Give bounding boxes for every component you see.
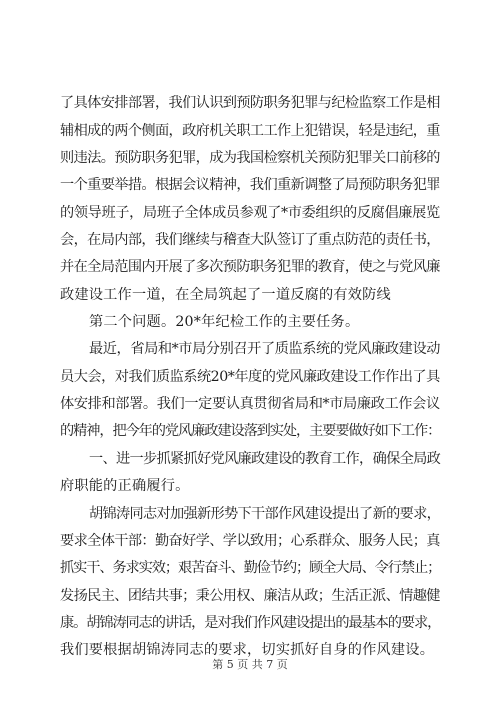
text-line: 最近，省局和*市局分别召开了质监系统的党风廉政建设动 xyxy=(89,341,440,357)
text-line: 的精神，把今年的党风廉政建设落到实处，主要要做好如下工作： xyxy=(60,423,441,439)
section-heading: 第二个问题。20*年纪检工作的主要任务。 xyxy=(89,314,360,330)
text-line: 了具体安排部署，我们认识到预防职务犯罪与纪检监察工作是相 xyxy=(60,95,440,111)
text-line: 并在全局范围内开展了多次预防职务犯罪的教育，使之与党风廉 xyxy=(60,259,440,275)
text-line: 政建设工作一道，在全局筑起了一道反腐的有效防线 xyxy=(60,287,391,303)
text-line: 体安排和部署。我们一定要认真贯彻省局和*市局廉政工作会议 xyxy=(60,396,440,412)
text-line: 辅相成的两个侧面，政府机关职工工作上犯错误，轻是违纪，重 xyxy=(60,123,440,139)
text-line: 的领导班子，局班子全体成员参观了*市委组织的反腐倡廉展览 xyxy=(60,205,440,221)
text-line: 一个重要举措。根据会议精神，我们重新调整了局预防职务犯罪 xyxy=(60,177,440,193)
text-line: 会，在局内部，我们继续与稽查大队签订了重点防范的责任书， xyxy=(60,232,440,248)
text-line: 康。胡锦涛同志的讲话，是对我们作风建设提出的最基本的要求， xyxy=(60,615,441,631)
text-line: 抓实干、务求实效；艰苦奋斗、勤俭节约；顾全大局、令行禁止； xyxy=(60,560,441,576)
text-line: 员大会，对我们质监系统20*年度的党风廉政建设工作作出了具 xyxy=(60,369,440,385)
subsection-heading: 一、进一步抓紧抓好党风廉政建设的教育工作，确保全局政 xyxy=(89,451,441,467)
text-line: 我们要根据胡锦涛同志的要求，切实抓好自身的作风建设。 xyxy=(60,642,435,658)
text-line: 发扬民主、团结共事；秉公用权、廉洁从政；生活正派、情趣健 xyxy=(60,588,440,604)
text-line: 胡锦涛同志对加强新形势下干部作风建设提出了新的要求， xyxy=(89,506,441,522)
page-number-footer: 第 5 页 共 7 页 xyxy=(212,658,288,671)
text-line: 要求全体干部：勤奋好学、学以致用；心系群众、服务人民；真 xyxy=(60,533,440,549)
text-line: 则违法。预防职务犯罪，成为我国检察机关预防犯罪关口前移的 xyxy=(60,150,440,166)
subsection-heading: 府职能的正确履行。 xyxy=(60,478,190,494)
